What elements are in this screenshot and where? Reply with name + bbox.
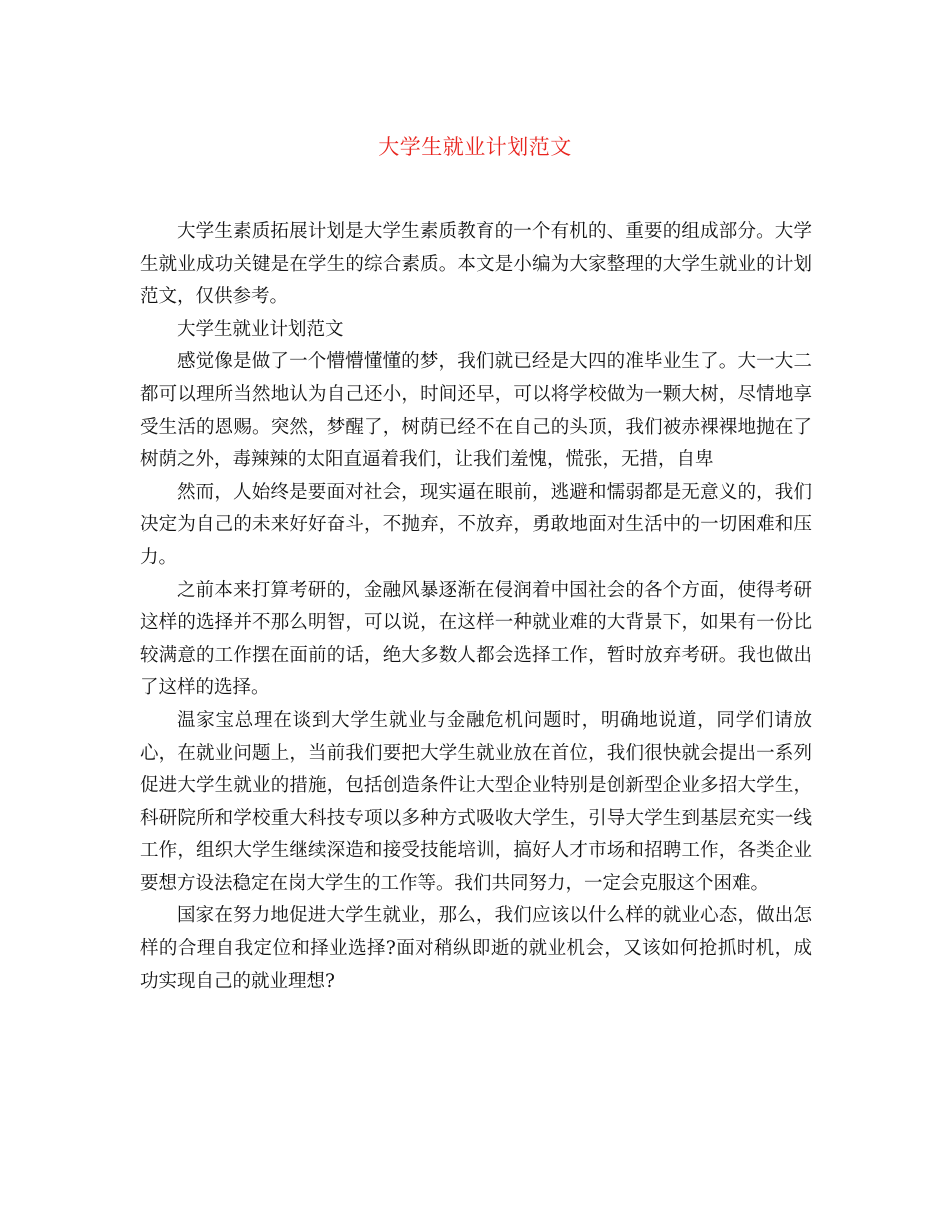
document-title: 大学生就业计划范文 [378,135,572,159]
paragraph: 然而，人始终是要面对社会，现实逼在眼前，逃避和懦弱都是无意义的，我们决定为自己的未来好好奋斗，不抛弃，不放弃，勇敢地面对生活中的一切困难和压力。 [140,481,812,568]
paragraph: 感觉像是做了一个懵懵懂懂的梦，我们就已经是大四的准毕业生了。大一大二都可以理所当然地认为自己还小，时间还早，可以将学校做为一颗大树，尽情地享受生活的恩赐。突然，梦醒了，树荫已经不在自己的头顶，我们被赤裸裸地抛在了树荫之外，毒辣辣的太阳直逼着我们，让我们羞愧，慌张，无措，自卑 [140,351,812,471]
paragraph: 温家宝总理在谈到大学生就业与金融危机问题时，明确地说道，同学们请放心，在就业问题上，当前我们要把大学生就业放在首位，我们很快就会提出一系列促进大学生就业的措施，包括创造条件让大型企业特别是创新型企业多招大学生，科研院所和学校重大科技专项以多种方式吸收大学生，引导大学生到基层充实一线工作，组织大学生继续深造和接受技能培训，搞好人才市场和招聘工作，各类企业要想方设法稳定在岗大学生的工作等。我们共同努力，一定会克服这个困难。 [140,709,812,894]
paragraph-intro: 大学生素质拓展计划是大学生素质教育的一个有机的、重要的组成部分。大学生就业成功关键是在学生的综合素质。本文是小编为大家整理的大学生就业的计划范文，仅供参考。 [140,221,812,308]
paragraph: 之前本来打算考研的，金融风暴逐渐在侵润着中国社会的各个方面，使得考研这样的选择并不那么明智，可以说，在这样一种就业难的大背景下，如果有一份比较满意的工作摆在面前的话，绝大多数人都会选择工作，暂时放弃考研。我也做出了这样的选择。 [140,579,812,699]
document-body [140,216,812,998]
paragraph: 国家在努力地促进大学生就业，那么，我们应该以什么样的就业心态，做出怎样的合理自我定位和择业选择?面对稍纵即逝的就业机会，又该如何抢抓时机，成功实现自己的就业理想? [140,905,812,992]
paragraph-subheading: 大学生就业计划范文 [177,318,344,340]
